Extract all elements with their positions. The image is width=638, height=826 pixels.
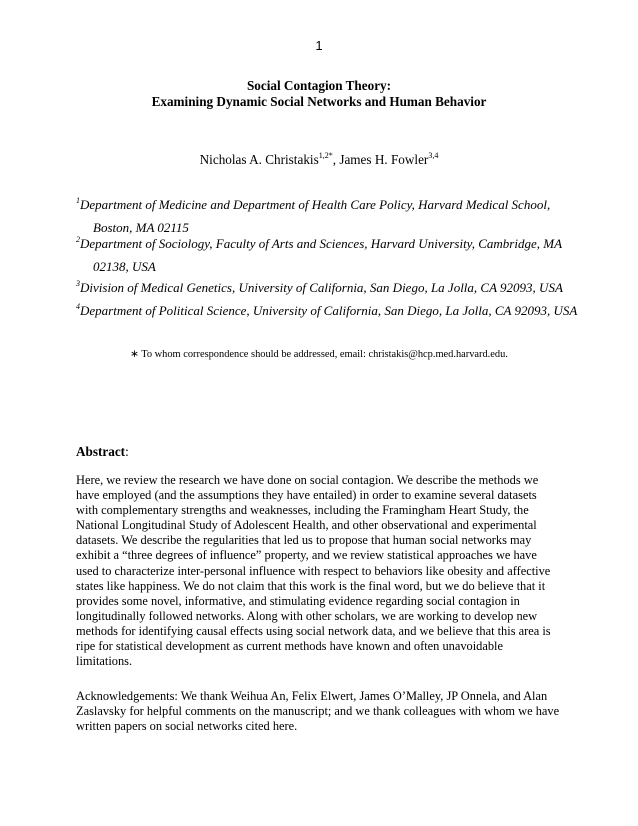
author-1-name: Nicholas A. Christakis: [199, 152, 319, 167]
acknowledgements-line: Acknowledgements: We thank Weihua An, Felix Elwert, James O’Malley, JP Onnela, and Alan: [76, 689, 548, 703]
abstract-line: with complementary strengths and weaknesses, including the Framingham Heart Study, the: [76, 503, 529, 518]
abstract-line: methods for identifying causal effects using social network data, and we believe that this area is: [76, 623, 551, 638]
author-2-name: James H. Fowler: [339, 152, 429, 167]
affiliation-text: Division of Medical Genetics, University of California, San Diego, La Jolla, CA 92093, USA: [80, 280, 563, 295]
acknowledgements-line: Zaslavsky for helpful comments on the manuscript; and we thank colleagues with whom we have: [76, 704, 560, 719]
acknowledgements-line: written papers on social networks cited here.: [76, 719, 298, 734]
page-number: 1: [315, 38, 323, 53]
author-2-affiliation-marker: 3,4: [428, 151, 439, 160]
affiliation-number: 3: [76, 279, 80, 288]
abstract-line: Here, we review the research we have done on social contagion. We describe the methods we: [76, 473, 539, 487]
affiliation-3: [76, 280, 563, 296]
abstract-line: longitudinally followed networks. Along with other scholars, we are working to develop new: [76, 608, 538, 623]
abstract-line: provides some novel, informative, and stimulating evidence regarding social contagion in: [76, 593, 520, 608]
abstract-line: limitations.: [76, 654, 133, 669]
abstract-line: have employed (and the assumptions they have entailed) in order to examine several datasets: [76, 488, 537, 503]
abstract-line: ripe for statistical development as current methods have known and often unavoidable: [76, 639, 503, 654]
affiliation-2-continued: 02138, USA: [93, 259, 156, 274]
affiliation-number: 2: [76, 235, 80, 244]
acknowledgements: [76, 689, 576, 734]
affiliation-number: 1: [76, 196, 80, 205]
author-1-affiliation-marker: 1,2*: [318, 151, 333, 160]
abstract-heading-label: Abstract: [76, 444, 126, 459]
affiliation-number: 4: [76, 302, 80, 311]
affiliation-1: [76, 197, 550, 213]
affiliation-text: Department of Sociology, Faculty of Arts and Sciences, Harvard University, Cambridge, MA: [80, 236, 563, 251]
abstract-heading: [76, 444, 129, 460]
author-line: [0, 152, 638, 168]
affiliation-1-continued: Boston, MA 02115: [93, 220, 189, 235]
abstract-heading-colon: :: [125, 444, 129, 459]
abstract-line: states like happiness. We do not claim that this work is the final word, but we do believe that it: [76, 578, 546, 593]
affiliation-text: Department of Medicine and Department of Health Care Policy, Harvard Medical School,: [80, 197, 551, 212]
title-line-2: Examining Dynamic Social Networks and Human Behavior: [151, 94, 487, 109]
abstract-line: datasets. We describe the regularities that led us to propose that human social networks may: [76, 533, 532, 548]
author-separator: ,: [332, 152, 340, 167]
abstract-body: [76, 473, 576, 669]
affiliation-text: Department of Political Science, University of California, San Diego, La Jolla, CA 92093, USA: [80, 303, 578, 318]
title-line-1: Social Contagion Theory:: [246, 78, 392, 93]
affiliation-2: [76, 236, 562, 252]
abstract-line: exhibit a “three degrees of influence” property, and we review statistical approaches we have: [76, 548, 537, 563]
affiliation-4: [76, 303, 577, 319]
abstract-line: used to characterize inter-personal influence with respect to behaviors like obesity and affective: [76, 563, 551, 578]
correspondence-note: ∗ To whom correspondence should be addressed, email: christakis@hcp.med.harvard.edu.: [130, 349, 508, 360]
abstract-line: National Longitudinal Study of Adolescent Health, and other observational and experimental: [76, 518, 537, 533]
